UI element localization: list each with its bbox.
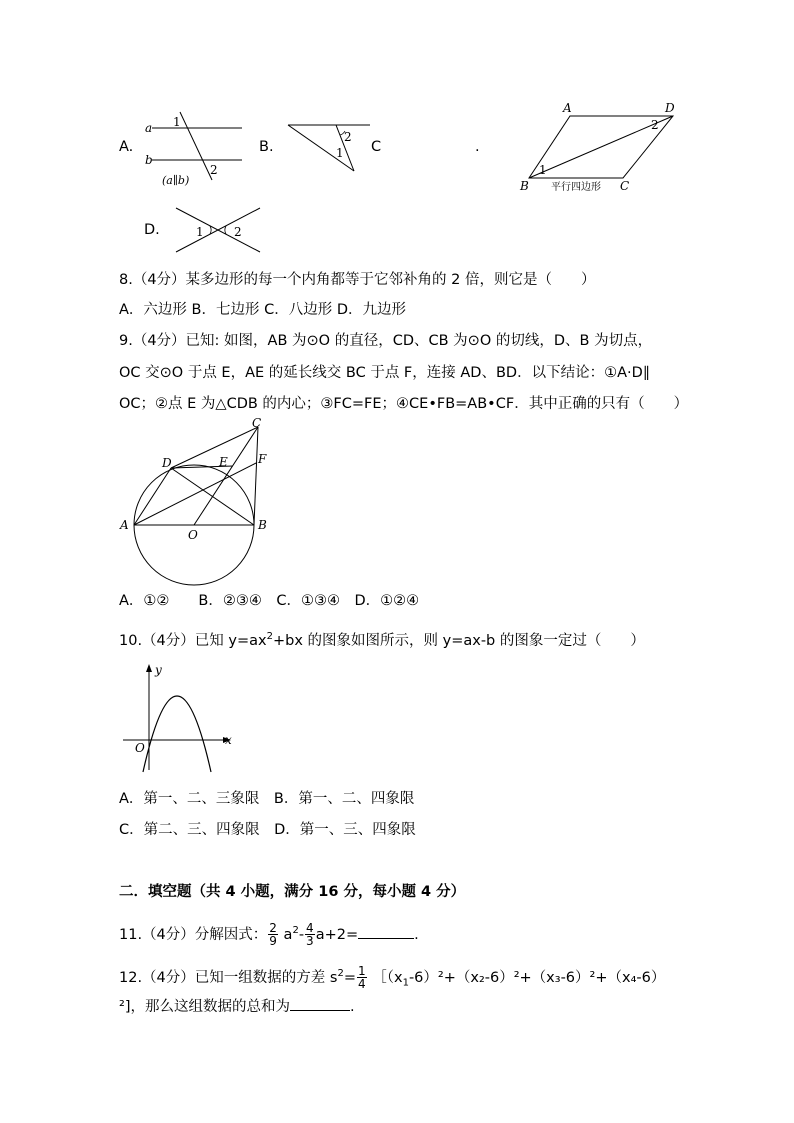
q10-axis-y: y bbox=[155, 663, 162, 677]
q10-stem: 10.（4分）已知 $y=ax^2+bx$ 的图象如图所示，则 y=ax-b 的图象一定过（ ） bbox=[119, 631, 645, 649]
q9-options: A．①② B．②③④ C．①③④ D．①②④ bbox=[119, 593, 420, 609]
q7a-line-a-label: a bbox=[145, 121, 153, 135]
q9-point-d: D bbox=[162, 456, 172, 470]
q7c-vertex-a: A bbox=[563, 101, 572, 115]
q7a-line-b-label: b bbox=[145, 153, 153, 167]
q8-options: A．六边形 B．七边形 C．八边形 D．九边形 bbox=[119, 302, 406, 318]
q12-answer-blank[interactable] bbox=[290, 998, 350, 1011]
q8-stem: 8.（4分）某多边形的每一个内角都等于它邻补角的 2 倍，则它是（ ） bbox=[119, 272, 596, 288]
q7-figure-c-parallelogram bbox=[515, 98, 685, 198]
q7c-caption: 平行四边形 bbox=[551, 182, 601, 193]
q9-stem-line1: 9.（4分）已知: 如图，AB 为⊙O 的直径，CD、CB 为⊙O 的切线，D、B 为切点， bbox=[119, 333, 653, 349]
q12-fraction-1-4: $\frac{1}{4}$ bbox=[357, 964, 366, 992]
q9-stem-line3: OC；②点 E 为△CDB 的内心；③FC=FE；④CE•FB=AB•CF．其中正确的只有（ ） bbox=[119, 396, 689, 412]
q7d-angle2: 2 bbox=[234, 225, 242, 239]
q9-stem-line2: OC 交⊙O 于点 E，AE 的延长线交 BC 于点 F，连接 AD、BD．以下结论：①A·D∥ bbox=[119, 365, 651, 381]
q7-separator-dot: . bbox=[475, 139, 480, 155]
q7-option-c-label: C bbox=[371, 139, 382, 155]
q7-figure-a bbox=[140, 108, 250, 190]
q7-figure-d bbox=[170, 204, 266, 256]
q7b-angle2-label: 2 bbox=[344, 130, 352, 144]
q9-point-o: O bbox=[188, 528, 198, 542]
q7a-angle2-label: 2 bbox=[210, 163, 218, 177]
section2-heading: 二．填空题（共 4 小题，满分 16 分，每小题 4 分） bbox=[119, 884, 466, 900]
q7c-angle1: 1 bbox=[539, 163, 547, 177]
q10-axis-x: x bbox=[225, 733, 232, 747]
q7c-vertex-b: B bbox=[520, 179, 529, 193]
q10-options-row1: A．第一、二、三象限 B．第一、二、四象限 bbox=[119, 791, 415, 807]
q7-option-a-label: A. bbox=[119, 139, 134, 155]
q9-point-c: C bbox=[252, 416, 262, 430]
q11-answer-blank[interactable] bbox=[358, 926, 414, 939]
q9-circle-figure bbox=[115, 415, 275, 587]
q12-stem-line1: 12.（4分）已知一组数据的方差 $s^2=$ $\frac{1}{4}$ $[(x_1-6)^2+(x_2-6)^2+(x_3-6)^2+(x_4-6)$ bbox=[119, 964, 666, 992]
q7d-angle1: 1 bbox=[196, 225, 204, 239]
q7-option-b-label: B. bbox=[259, 139, 274, 155]
q9-point-a: A bbox=[120, 518, 129, 532]
q11-stem: 11.（4分）分解因式： $\frac{2}{9}$ $a^2-$ $\frac{4}{3}$ a+2= . bbox=[119, 921, 419, 949]
q11-fraction-2-9: $\frac{2}{9}$ bbox=[269, 921, 277, 949]
q10-parabola-graph bbox=[119, 660, 239, 776]
q9-point-e: E bbox=[219, 455, 228, 469]
q7-figure-b bbox=[282, 115, 374, 177]
q7a-angle1-label: 1 bbox=[173, 115, 181, 129]
q7a-caption: (a∥b) bbox=[162, 174, 190, 187]
q10-origin: O bbox=[135, 741, 145, 755]
q10-options-row2: C．第二、三、四象限 D．第一、三、四象限 bbox=[119, 822, 416, 838]
q9-point-b: B bbox=[258, 518, 267, 532]
q7-option-d-label: D. bbox=[144, 222, 160, 238]
q7b-angle1-label: 1 bbox=[336, 146, 344, 160]
q7c-vertex-d: D bbox=[665, 101, 675, 115]
q11-fraction-4-3: $\frac{4}{3}$ bbox=[306, 921, 314, 949]
q12-stem-line2: ²]，那么这组数据的总和为 . bbox=[119, 999, 355, 1015]
q7c-angle2: 2 bbox=[651, 118, 659, 132]
q9-point-f: F bbox=[258, 452, 267, 466]
q7c-vertex-c: C bbox=[620, 179, 630, 193]
